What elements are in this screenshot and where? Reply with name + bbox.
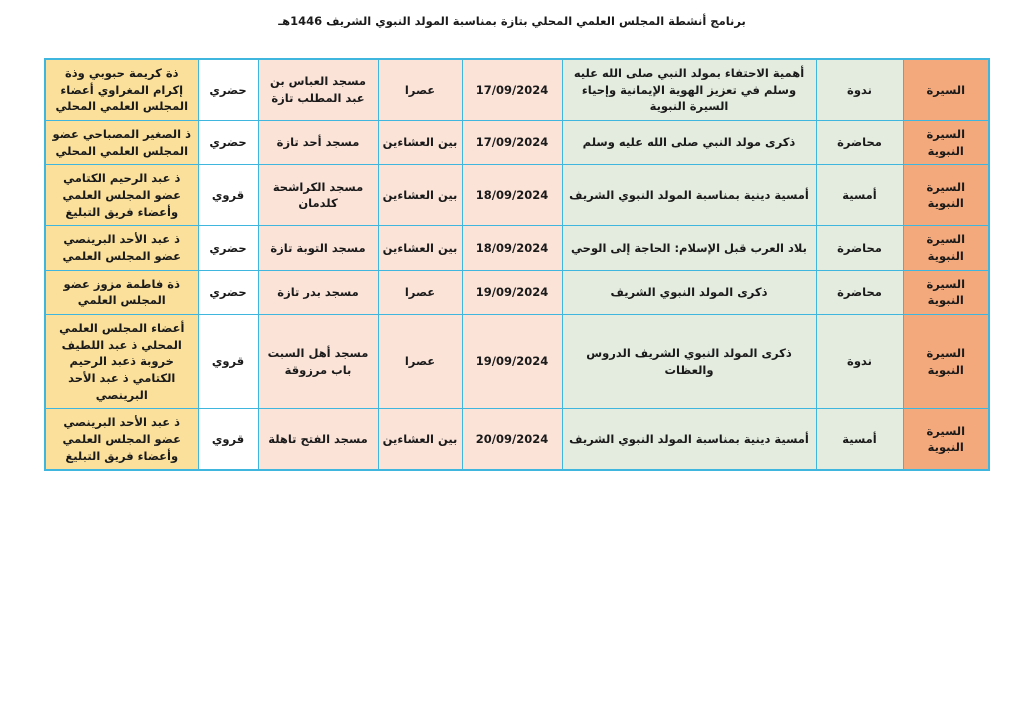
program-table-container: [46, 58, 990, 471]
cell-lecturer: ذة فاطمة مزوز عضو المجلس العلمي: [45, 270, 198, 314]
cell-scope: حضري: [198, 226, 258, 270]
cell-subject: ذكرى مولد النبي صلى الله عليه وسلم: [562, 121, 816, 165]
program-table-body: [45, 59, 989, 470]
cell-place: مسجد بدر تازة: [258, 270, 378, 314]
cell-place: مسجد التوبة تازة: [258, 226, 378, 270]
cell-type: أمسية: [816, 165, 903, 226]
cell-type: محاضرة: [816, 226, 903, 270]
table-row: [45, 270, 989, 314]
cell-place: مسجد أحد تازة: [258, 121, 378, 165]
cell-date: 18/09/2024: [462, 165, 562, 226]
cell-time: عصرا: [378, 59, 462, 121]
cell-lecturer: ذ عبد الأحد البرينصي عضو المجلس العلمي: [45, 226, 198, 270]
cell-time: بين العشاءين: [378, 409, 462, 471]
cell-place: مسجد الفتح تاهلة: [258, 409, 378, 471]
table-row: [45, 226, 989, 270]
cell-type: ندوة: [816, 315, 903, 409]
cell-type: محاضرة: [816, 121, 903, 165]
cell-scope: قروي: [198, 165, 258, 226]
cell-theme: السيرة النبوية: [903, 226, 989, 270]
cell-place: مسجد الكراشحة كلدمان: [258, 165, 378, 226]
table-row: [45, 409, 989, 471]
cell-subject: ذكرى المولد النبوي الشريف الدروس والعظات: [562, 315, 816, 409]
cell-date: 20/09/2024: [462, 409, 562, 471]
cell-scope: قروي: [198, 409, 258, 471]
cell-subject: أمسية دينية بمناسبة المولد النبوي الشريف: [562, 409, 816, 471]
cell-time: بين العشاءين: [378, 165, 462, 226]
cell-date: 19/09/2024: [462, 315, 562, 409]
cell-scope: حضري: [198, 270, 258, 314]
cell-lecturer: أعضاء المجلس العلمي المحلي ذ عبد اللطيف خروبة ذعبد الرحيم الكتامي ذ عبد الأحد البرينصي: [45, 315, 198, 409]
cell-lecturer: ذ عبد الأحد البرينصي عضو المجلس العلمي وأعضاء فريق التبليغ: [45, 409, 198, 471]
cell-lecturer: ذ عبد الرحيم الكتامي عضو المجلس العلمي وأعضاء فريق التبليغ: [45, 165, 198, 226]
cell-theme: السيرة: [903, 59, 989, 121]
cell-date: 17/09/2024: [462, 59, 562, 121]
cell-subject: بلاد العرب قبل الإسلام: الحاجة إلى الوحي: [562, 226, 816, 270]
cell-theme: السيرة النبوية: [903, 165, 989, 226]
cell-date: 17/09/2024: [462, 121, 562, 165]
cell-lecturer: ذة كريمة حبوبي وذة إكرام المغراوي أعضاء المجلس العلمي المحلي: [45, 59, 198, 121]
cell-theme: السيرة النبوية: [903, 409, 989, 471]
cell-scope: حضري: [198, 121, 258, 165]
cell-subject: ذكرى المولد النبوي الشريف: [562, 270, 816, 314]
cell-place: مسجد أهل السبت باب مرزوقة: [258, 315, 378, 409]
cell-scope: قروي: [198, 315, 258, 409]
cell-date: 18/09/2024: [462, 226, 562, 270]
cell-time: عصرا: [378, 270, 462, 314]
table-row: [45, 121, 989, 165]
cell-type: محاضرة: [816, 270, 903, 314]
cell-time: بين العشاءين: [378, 226, 462, 270]
cell-subject: أمسية دينية بمناسبة المولد النبوي الشريف: [562, 165, 816, 226]
cell-lecturer: ذ الصغير المصباحي عضو المجلس العلمي المحلي: [45, 121, 198, 165]
cell-subject: أهمية الاحتفاء بمولد النبي صلى الله عليه وسلم في تعزيز الهوية الإيمانية وإحياء السيرة النبوية: [562, 59, 816, 121]
cell-theme: السيرة النبوية: [903, 315, 989, 409]
cell-type: ندوة: [816, 59, 903, 121]
table-row: [45, 315, 989, 409]
cell-theme: السيرة النبوية: [903, 270, 989, 314]
table-row: [45, 59, 989, 121]
cell-time: عصرا: [378, 315, 462, 409]
cell-date: 19/09/2024: [462, 270, 562, 314]
cell-scope: حضري: [198, 59, 258, 121]
cell-theme: السيرة النبوية: [903, 121, 989, 165]
cell-place: مسجد العباس بن عبد المطلب تازة: [258, 59, 378, 121]
cell-type: أمسية: [816, 409, 903, 471]
cell-time: بين العشاءين: [378, 121, 462, 165]
table-row: [45, 165, 989, 226]
program-table: [44, 58, 990, 471]
page-title: برنامج أنشطة المجلس العلمي المحلي بتازة بمناسبة المولد النبوي الشريف 1446هـ: [278, 14, 746, 28]
